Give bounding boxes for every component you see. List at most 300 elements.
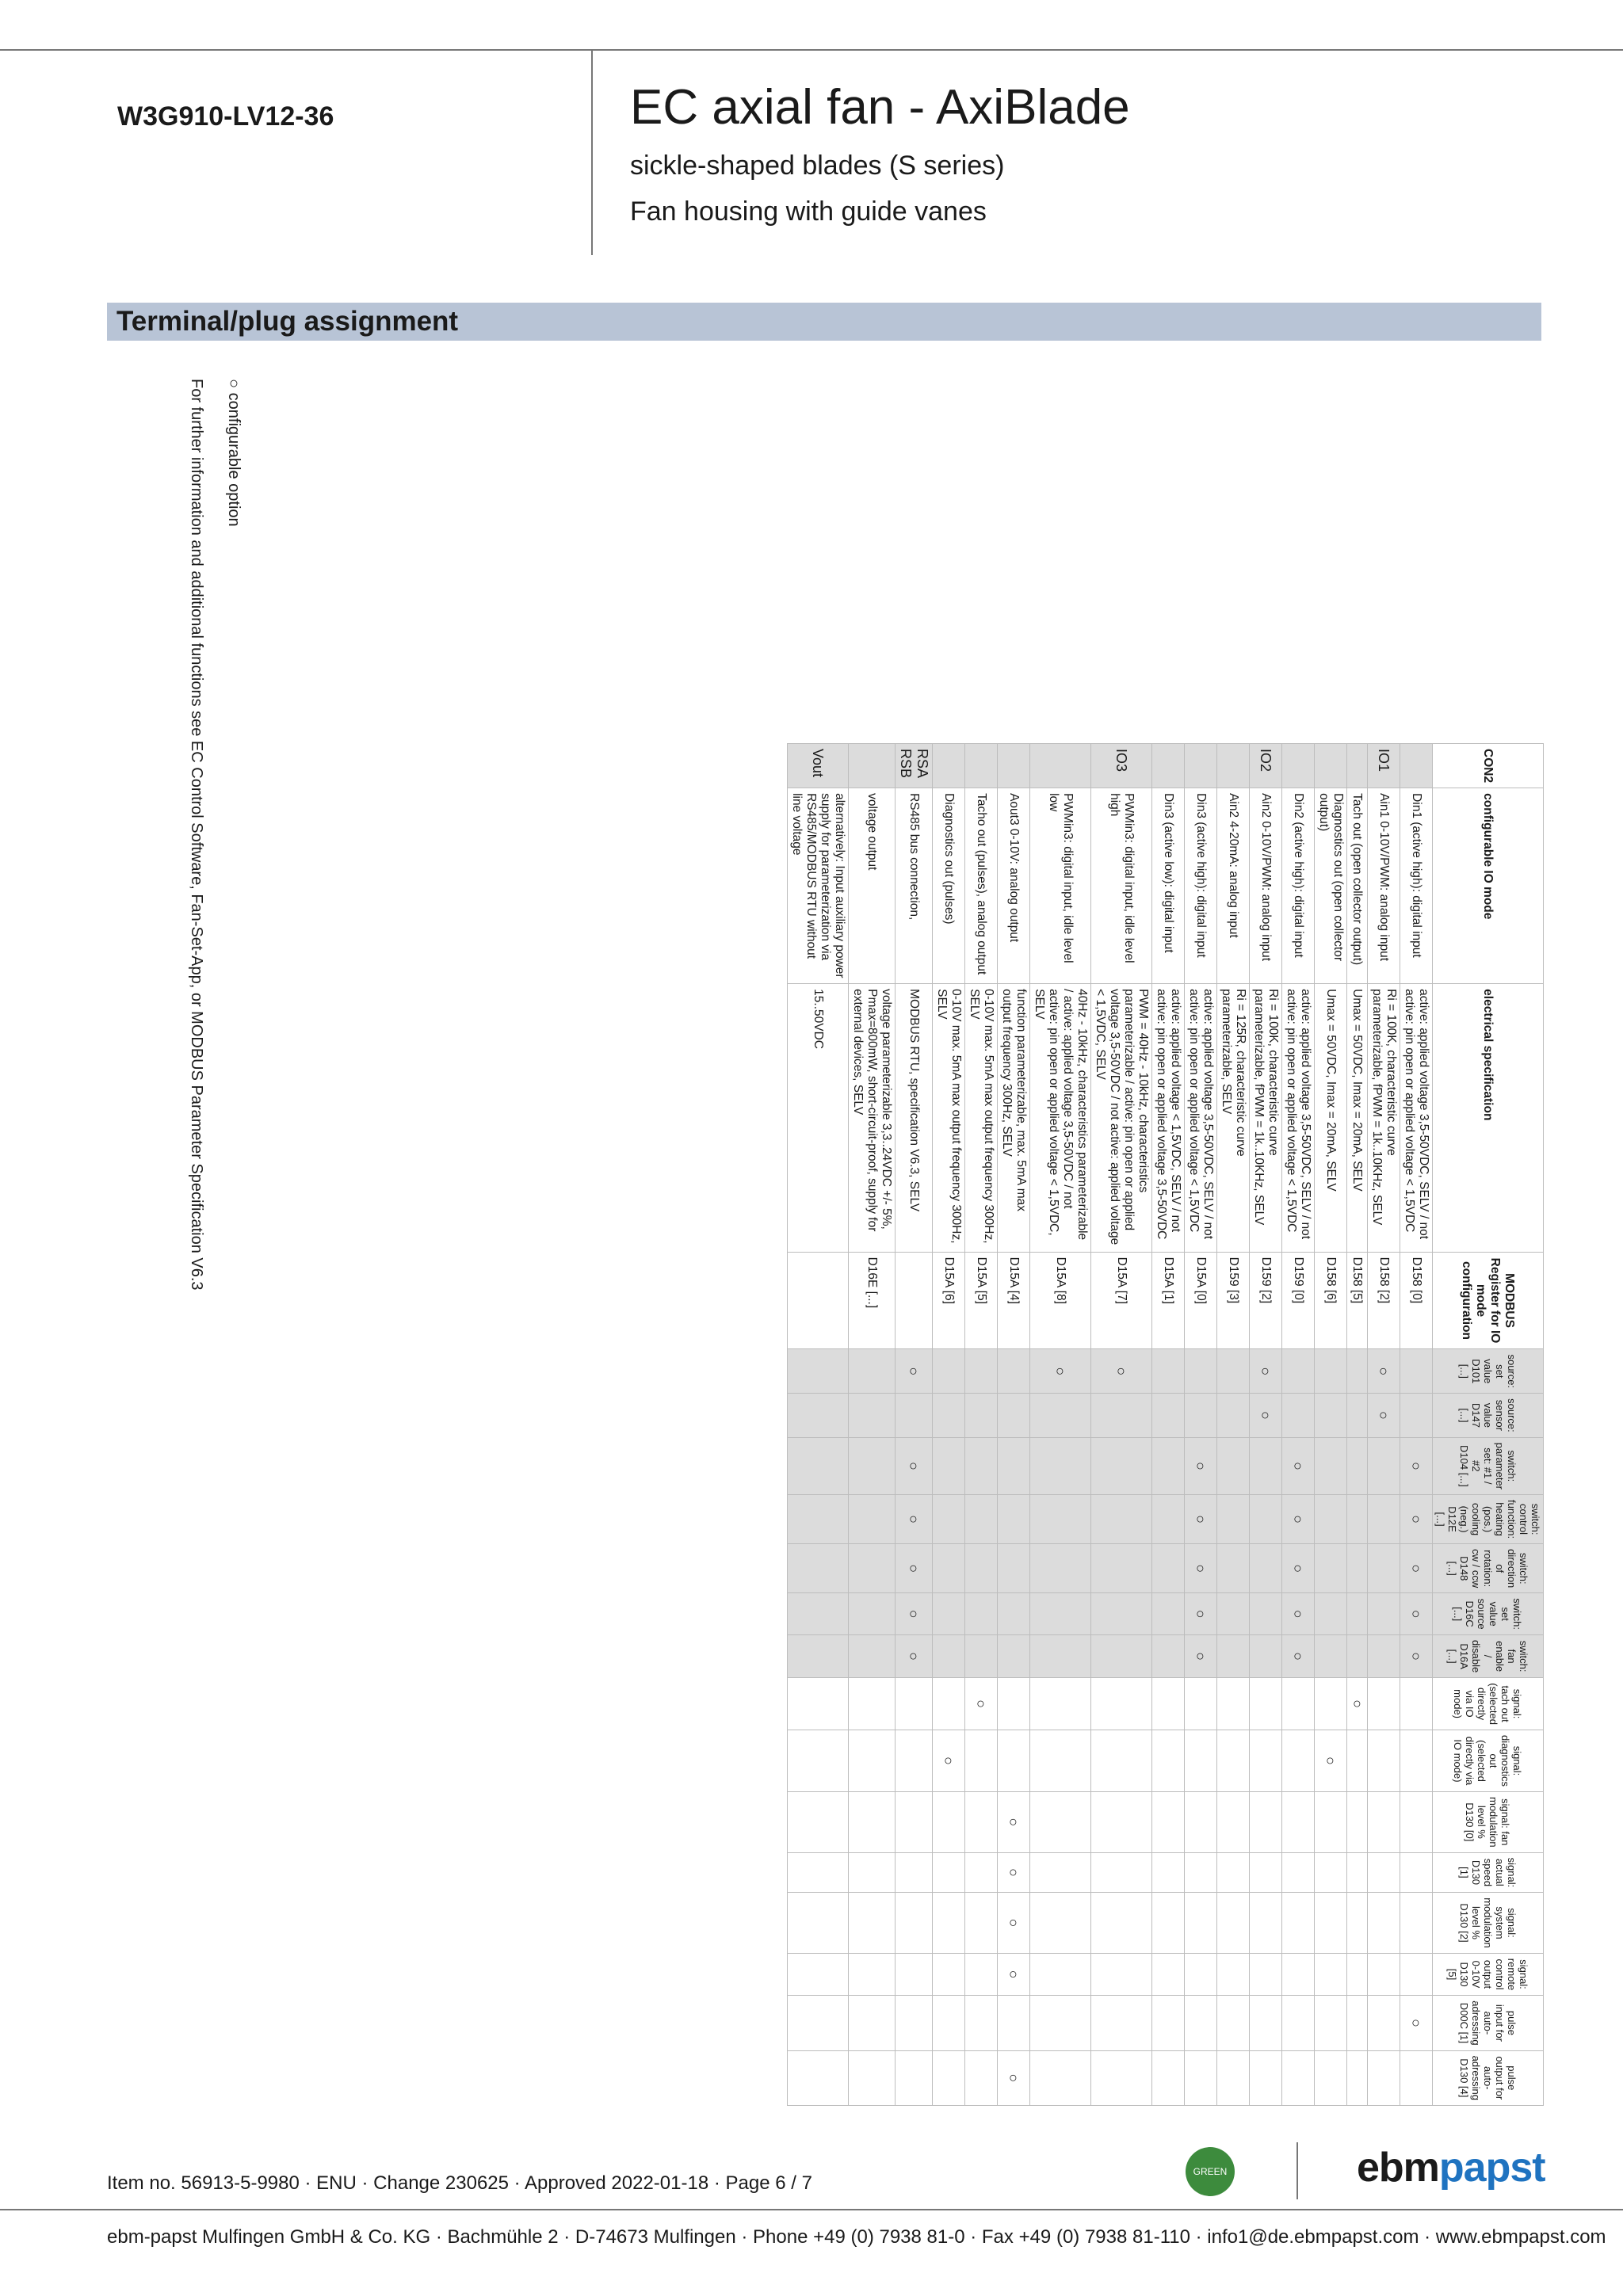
option-mark xyxy=(849,1437,896,1494)
option-mark xyxy=(1152,1953,1185,1995)
option-mark: ○ xyxy=(998,1792,1030,1853)
col-con: CON2 xyxy=(1433,744,1544,788)
option-mark xyxy=(1282,1394,1315,1438)
option-mark xyxy=(1250,1544,1282,1593)
cell-spec: Umax = 50VDC, Imax = 20mA, SELV xyxy=(1315,984,1347,1252)
option-mark xyxy=(1400,1852,1433,1893)
cell-mode: Aout3 0-10V: analog output xyxy=(998,788,1030,984)
option-mark xyxy=(1030,1893,1091,1954)
cell-spec: 40Hz - 10kHz, characteristics parameterizable / active: applied voltage 3,5-50VDC / not active: pin open or applied voltage < 1,5VDC, SELV xyxy=(1030,984,1091,1252)
function-code: (selected directly via IO mode) xyxy=(1452,1736,1488,1786)
option-mark xyxy=(1347,1495,1368,1544)
option-mark xyxy=(1347,1394,1368,1438)
option-mark xyxy=(1217,1730,1250,1791)
option-mark xyxy=(788,1349,849,1394)
option-mark xyxy=(896,1394,933,1438)
option-mark xyxy=(965,1953,998,1995)
option-mark xyxy=(849,1349,896,1394)
option-mark: ○ xyxy=(1250,1394,1282,1438)
option-mark: ○ xyxy=(1400,1593,1433,1635)
option-mark xyxy=(1030,1996,1091,2050)
function-label: switch: control function: heating (pos.) cooling (neg.) xyxy=(1458,1500,1541,1539)
page-title: EC axial fan - AxiBlade xyxy=(630,80,1130,135)
function-label: source: sensor value xyxy=(1482,1398,1518,1432)
option-mark xyxy=(788,1593,849,1635)
option-mark xyxy=(1250,1593,1282,1635)
table-row xyxy=(1091,744,1152,2106)
cell-mode: Din3 (active low): digital input xyxy=(1152,788,1185,984)
subtitle-blades: sickle-shaped blades (S series) xyxy=(630,151,1005,181)
option-mark xyxy=(788,1730,849,1791)
option-mark xyxy=(933,1792,965,1853)
cell-reg: D159 [0] xyxy=(1282,1252,1315,1349)
option-mark xyxy=(1152,1394,1185,1438)
option-mark xyxy=(998,1593,1030,1635)
option-mark: ○ xyxy=(1400,1544,1433,1593)
cell-mode: Din3 (active high): digital input xyxy=(1185,788,1217,984)
option-mark xyxy=(1400,2050,1433,2105)
cell-group xyxy=(1152,744,1185,788)
option-mark xyxy=(1315,1996,1347,2050)
option-mark xyxy=(1185,1349,1217,1394)
option-mark xyxy=(1347,1953,1368,1995)
cell-group: IO3 xyxy=(1091,744,1152,788)
cell-group xyxy=(933,744,965,788)
option-mark xyxy=(1091,1495,1152,1544)
function-code: D16A [...] xyxy=(1446,1643,1470,1669)
option-mark xyxy=(788,1953,849,1995)
option-mark xyxy=(1347,1792,1368,1853)
option-mark xyxy=(1185,1953,1217,1995)
table-row xyxy=(1250,744,1282,2106)
function-col-header xyxy=(1433,1593,1544,1635)
option-mark xyxy=(1091,2050,1152,2105)
option-mark xyxy=(1250,1996,1282,2050)
cell-group: IO1 xyxy=(1368,744,1400,788)
option-mark: ○ xyxy=(1250,1349,1282,1394)
function-code: D12E [...] xyxy=(1434,1506,1458,1532)
function-code: D130 [4] xyxy=(1458,2058,1470,2098)
option-mark xyxy=(1217,1544,1250,1593)
option-mark xyxy=(896,1953,933,1995)
function-code: D148 [...] xyxy=(1446,1556,1470,1581)
table-notes xyxy=(185,379,244,1884)
option-mark xyxy=(1091,1730,1152,1791)
option-mark xyxy=(1250,1893,1282,1954)
option-mark xyxy=(1315,1893,1347,1954)
cell-mode: Diagnostics out (pulses) xyxy=(933,788,965,984)
table-row xyxy=(1347,744,1368,2106)
option-mark xyxy=(788,1394,849,1438)
option-mark xyxy=(849,1852,896,1893)
option-mark xyxy=(1217,1635,1250,1678)
cell-reg: D15A [4] xyxy=(998,1252,1030,1349)
option-mark xyxy=(1347,1437,1368,1494)
option-mark xyxy=(1315,1544,1347,1593)
option-mark: ○ xyxy=(1030,1349,1091,1394)
function-col-header xyxy=(1433,1730,1544,1791)
cell-group xyxy=(1185,744,1217,788)
option-mark xyxy=(849,1953,896,1995)
cell-group: IO2 xyxy=(1250,744,1282,788)
item-info: Item no. 56913-5-9980 · ENU · Change 230625 · Approved 2022-01-18 · Page 6 / 7 xyxy=(107,2172,812,2194)
footer-rule xyxy=(0,2209,1623,2210)
cell-spec: 0-10V max. 5mA max output frequency 300Hz, SELV xyxy=(965,984,998,1252)
cell-mode: Diagnostics out (open collector output) xyxy=(1315,788,1347,984)
option-mark xyxy=(1091,1996,1152,2050)
cell-group xyxy=(1347,744,1368,788)
option-mark xyxy=(1315,1635,1347,1678)
function-code: D147 [...] xyxy=(1458,1402,1482,1428)
cell-mode: Tach out (open collector output) xyxy=(1347,788,1368,984)
option-mark xyxy=(1217,1792,1250,1853)
cell-spec: active: applied voltage 3,5-50VDC, SELV / not active: pin open or applied voltage < 1,5VDC xyxy=(1282,984,1315,1252)
option-mark: ○ xyxy=(896,1437,933,1494)
option-mark xyxy=(1185,2050,1217,2105)
function-col-header xyxy=(1433,1996,1544,2050)
option-mark xyxy=(1250,1852,1282,1893)
option-mark xyxy=(1250,1953,1282,1995)
option-mark xyxy=(1217,1852,1250,1893)
terminal-table-region xyxy=(108,379,1544,2106)
cell-reg: D15A [6] xyxy=(933,1252,965,1349)
option-mark xyxy=(1152,1544,1185,1593)
function-label: switch: set value source xyxy=(1476,1598,1524,1630)
cell-reg xyxy=(788,1252,849,1349)
option-mark xyxy=(1217,1349,1250,1394)
cell-spec: Umax = 50VDC, Imax = 20mA, SELV xyxy=(1347,984,1368,1252)
cell-mode: Ain2 4-20mA: analog input xyxy=(1217,788,1250,984)
option-mark xyxy=(788,2050,849,2105)
option-mark xyxy=(998,1349,1030,1394)
option-mark xyxy=(1152,1593,1185,1635)
option-mark xyxy=(1091,1893,1152,1954)
option-mark xyxy=(965,1544,998,1593)
option-mark xyxy=(1030,1852,1091,1893)
option-mark xyxy=(1217,1678,1250,1730)
cell-spec: active: applied voltage 3,5-50VDC, SELV / not active: pin open or applied voltage < 1,5VDC xyxy=(1185,984,1217,1252)
option-mark: ○ xyxy=(1282,1495,1315,1544)
cell-group xyxy=(1315,744,1347,788)
option-mark: ○ xyxy=(1282,1593,1315,1635)
option-mark xyxy=(788,1792,849,1853)
option-mark xyxy=(1347,1593,1368,1635)
option-mark xyxy=(1368,1730,1400,1791)
option-mark xyxy=(788,1495,849,1544)
option-mark xyxy=(1185,1996,1217,2050)
option-mark xyxy=(1091,1792,1152,1853)
option-mark xyxy=(1091,1852,1152,1893)
cell-spec: PWM = 40Hz - 10kHz, characteristics parameterizable / active: pin open or applied voltage 3,5-50VDC / not active: applied voltage < 1,5VDC, SELV xyxy=(1091,984,1152,1252)
option-mark xyxy=(1250,1437,1282,1494)
option-mark xyxy=(788,1996,849,2050)
function-label: source: set value xyxy=(1482,1354,1518,1389)
option-mark xyxy=(1091,1953,1152,1995)
function-col-header xyxy=(1433,1495,1544,1544)
table-row xyxy=(788,744,849,2106)
option-mark xyxy=(965,1593,998,1635)
cell-group xyxy=(1030,744,1091,788)
further-info-note: For further information and additional functions see EC Control Software, Fan-Set-App, or MODBUS Parameter Specification V6.3 xyxy=(188,379,205,1291)
cell-reg: D159 [2] xyxy=(1250,1252,1282,1349)
section-header xyxy=(107,303,1541,341)
option-mark xyxy=(788,1893,849,1954)
option-mark: ○ xyxy=(1400,1495,1433,1544)
cell-reg: D15A [0] xyxy=(1185,1252,1217,1349)
option-mark: ○ xyxy=(896,1495,933,1544)
function-code: (selected directly via IO mode) xyxy=(1452,1683,1500,1725)
option-mark xyxy=(1347,1730,1368,1791)
cell-reg: D158 [5] xyxy=(1347,1252,1368,1349)
option-mark xyxy=(1368,1437,1400,1494)
option-mark xyxy=(1400,1792,1433,1853)
option-mark xyxy=(1368,1544,1400,1593)
option-mark: ○ xyxy=(1400,1996,1433,2050)
option-mark xyxy=(965,1635,998,1678)
function-label: signal: actual speed xyxy=(1482,1857,1518,1888)
option-mark xyxy=(933,1394,965,1438)
cell-reg xyxy=(896,1252,933,1349)
option-mark: ○ xyxy=(1282,1437,1315,1494)
option-mark xyxy=(933,1437,965,1494)
function-label: switch: fan enable / disable xyxy=(1470,1640,1529,1673)
cell-group xyxy=(849,744,896,788)
option-mark: ○ xyxy=(1091,1349,1152,1394)
function-code: D130 [0] xyxy=(1464,1802,1476,1842)
option-mark xyxy=(849,1635,896,1678)
option-mark xyxy=(1152,1495,1185,1544)
option-mark xyxy=(1030,1437,1091,1494)
subtitle-housing: Fan housing with guide vanes xyxy=(630,196,987,227)
table-header-row xyxy=(1433,744,1544,2106)
cell-reg: D15A [8] xyxy=(1030,1252,1091,1349)
cell-mode: alternatively: Input auxiliary power supply for parameterization via RS485/MODBUS RTU without line voltage xyxy=(788,788,849,984)
option-mark xyxy=(1368,1996,1400,2050)
option-mark xyxy=(1368,1593,1400,1635)
option-mark: ○ xyxy=(896,1593,933,1635)
option-mark: ○ xyxy=(896,1635,933,1678)
option-mark xyxy=(965,1495,998,1544)
function-label: switch: direction of rotation: cw / ccw xyxy=(1470,1549,1529,1589)
col-spec: electrical specification xyxy=(1433,984,1544,1252)
cell-group: Vout xyxy=(788,744,849,788)
option-mark: ○ xyxy=(1282,1635,1315,1678)
option-mark xyxy=(1368,1792,1400,1853)
cell-mode: RS485 bus connection, xyxy=(896,788,933,984)
cell-reg: D158 [2] xyxy=(1368,1252,1400,1349)
option-mark xyxy=(1400,1893,1433,1954)
cell-spec: MODBUS RTU, specification V6.3, SELV xyxy=(896,984,933,1252)
option-mark xyxy=(933,1495,965,1544)
option-mark xyxy=(896,1996,933,2050)
option-mark xyxy=(1217,1996,1250,2050)
option-mark xyxy=(965,1893,998,1954)
function-col-header xyxy=(1433,1852,1544,1893)
option-mark xyxy=(1152,1349,1185,1394)
option-mark xyxy=(1152,1437,1185,1494)
option-mark xyxy=(788,1437,849,1494)
option-mark xyxy=(998,1544,1030,1593)
option-mark xyxy=(1152,1635,1185,1678)
function-col-header xyxy=(1433,1394,1544,1438)
option-mark xyxy=(1185,1394,1217,1438)
function-label: signal: diagnostics out xyxy=(1487,1734,1524,1787)
option-mark xyxy=(1217,1495,1250,1544)
option-mark xyxy=(1347,1635,1368,1678)
option-mark: ○ xyxy=(1185,1593,1217,1635)
cell-reg: D158 [0] xyxy=(1400,1252,1433,1349)
cell-mode: Din2 (active high): digital input xyxy=(1282,788,1315,984)
option-mark xyxy=(788,1852,849,1893)
cell-mode: Din1 (active high): digital input xyxy=(1400,788,1433,984)
table-body xyxy=(788,744,1433,2106)
option-mark xyxy=(933,1893,965,1954)
function-col-header xyxy=(1433,1437,1544,1494)
option-mark: ○ xyxy=(1185,1437,1217,1494)
cell-spec: active: applied voltage 3,5-50VDC, SELV / not active: pin open or applied voltage < 1,5VDC xyxy=(1400,984,1433,1252)
cell-spec: 15..50VDC xyxy=(788,984,849,1252)
option-mark xyxy=(849,1593,896,1635)
function-label: pulse output for auto-adressing xyxy=(1470,2055,1518,2100)
table-row xyxy=(1282,744,1315,2106)
option-mark xyxy=(1315,1852,1347,1893)
option-mark xyxy=(998,1437,1030,1494)
option-mark xyxy=(933,1852,965,1893)
table-row xyxy=(849,744,896,2106)
logo-divider xyxy=(1296,2142,1298,2199)
option-mark xyxy=(1282,1792,1315,1853)
option-mark xyxy=(1152,1893,1185,1954)
option-mark xyxy=(1030,1593,1091,1635)
col-modbus: MODBUS Register for IO mode configuration xyxy=(1433,1252,1544,1349)
table-row xyxy=(1185,744,1217,2106)
option-mark xyxy=(1030,1678,1091,1730)
option-mark xyxy=(998,1678,1030,1730)
option-mark xyxy=(1250,1635,1282,1678)
top-rule xyxy=(0,49,1623,51)
function-code: D130 [1] xyxy=(1458,1859,1482,1885)
function-col-header xyxy=(1433,2050,1544,2105)
cell-mode: voltage output xyxy=(849,788,896,984)
cell-reg: D15A [7] xyxy=(1091,1252,1152,1349)
cell-spec: Ri = 100K, characteristic curve parameterizable, fPWM = 1k..10KHz, SELV xyxy=(1368,984,1400,1252)
cell-spec: voltage parameterizable 3,3..24VDC +/- 5%, Pmax=800mW, short-circuit-proof, supply for external devices, SELV xyxy=(849,984,896,1252)
option-mark xyxy=(1282,1893,1315,1954)
cell-reg: D159 [3] xyxy=(1217,1252,1250,1349)
function-code: D130 [5] xyxy=(1446,1962,1470,1987)
option-mark xyxy=(788,1678,849,1730)
table-row xyxy=(1368,744,1400,2106)
option-mark xyxy=(849,1792,896,1853)
option-mark xyxy=(933,1349,965,1394)
option-mark: ○ xyxy=(998,1852,1030,1893)
option-mark xyxy=(1400,1349,1433,1394)
option-mark xyxy=(933,1953,965,1995)
option-mark xyxy=(1347,2050,1368,2105)
option-mark xyxy=(1282,2050,1315,2105)
function-label: signal: system modulation level % xyxy=(1470,1897,1518,1948)
option-mark xyxy=(1185,1678,1217,1730)
option-mark xyxy=(933,1635,965,1678)
option-mark xyxy=(1030,1953,1091,1995)
cell-group xyxy=(998,744,1030,788)
ebmpapst-logo xyxy=(1357,2144,1545,2191)
option-mark xyxy=(1282,1730,1315,1791)
option-mark xyxy=(1315,1678,1347,1730)
option-mark xyxy=(896,2050,933,2105)
option-mark xyxy=(1250,1730,1282,1791)
option-mark xyxy=(1091,1437,1152,1494)
function-code: D104 [...] xyxy=(1458,1445,1470,1487)
cell-group xyxy=(1282,744,1315,788)
option-mark: ○ xyxy=(1185,1544,1217,1593)
option-mark: ○ xyxy=(1315,1730,1347,1791)
function-label: signal: remote control output 0-10V xyxy=(1470,1958,1529,1991)
table-row xyxy=(1030,744,1091,2106)
option-mark xyxy=(1368,1852,1400,1893)
cell-reg: D15A [5] xyxy=(965,1252,998,1349)
option-mark xyxy=(1217,2050,1250,2105)
option-mark xyxy=(1152,1996,1185,2050)
table-row xyxy=(1217,744,1250,2106)
option-mark: ○ xyxy=(1368,1394,1400,1438)
option-mark xyxy=(896,1893,933,1954)
option-mark xyxy=(1217,1437,1250,1494)
terminal-assignment-table xyxy=(787,743,1544,2106)
option-mark xyxy=(965,1852,998,1893)
greentech-badge: GREEN TECH xyxy=(1186,2147,1235,2196)
option-mark xyxy=(1217,1593,1250,1635)
option-mark xyxy=(1368,2050,1400,2105)
option-mark xyxy=(1185,1893,1217,1954)
option-mark xyxy=(1315,1495,1347,1544)
option-mark xyxy=(849,1678,896,1730)
option-mark xyxy=(1282,1996,1315,2050)
cell-mode: PWMin3: digital input, idle level high xyxy=(1091,788,1152,984)
cell-reg: D158 [6] xyxy=(1315,1252,1347,1349)
option-mark xyxy=(933,1544,965,1593)
option-mark xyxy=(1315,1593,1347,1635)
option-mark xyxy=(933,1678,965,1730)
cell-group xyxy=(1217,744,1250,788)
function-col-header xyxy=(1433,1678,1544,1730)
option-mark xyxy=(788,1544,849,1593)
table-row xyxy=(896,744,933,2106)
option-mark xyxy=(849,1394,896,1438)
table-row xyxy=(1315,744,1347,2106)
option-mark xyxy=(896,1678,933,1730)
cell-group xyxy=(1400,744,1433,788)
option-mark xyxy=(998,1730,1030,1791)
table-row xyxy=(1152,744,1185,2106)
option-mark xyxy=(1030,1730,1091,1791)
cell-mode: Ain1 0-10V/PWM: analog input xyxy=(1368,788,1400,984)
function-col-header xyxy=(1433,1893,1544,1954)
option-mark: ○ xyxy=(896,1544,933,1593)
option-mark xyxy=(1368,1893,1400,1954)
logo-papst: papst xyxy=(1438,2145,1545,2191)
function-col-header xyxy=(1433,1349,1544,1394)
option-mark xyxy=(998,1996,1030,2050)
option-mark xyxy=(1217,1893,1250,1954)
option-mark xyxy=(998,1394,1030,1438)
option-mark xyxy=(1250,1495,1282,1544)
option-mark xyxy=(1315,1792,1347,1853)
option-mark xyxy=(849,1495,896,1544)
function-col-header xyxy=(1433,1544,1544,1593)
option-mark xyxy=(1030,1394,1091,1438)
option-mark xyxy=(1368,1495,1400,1544)
